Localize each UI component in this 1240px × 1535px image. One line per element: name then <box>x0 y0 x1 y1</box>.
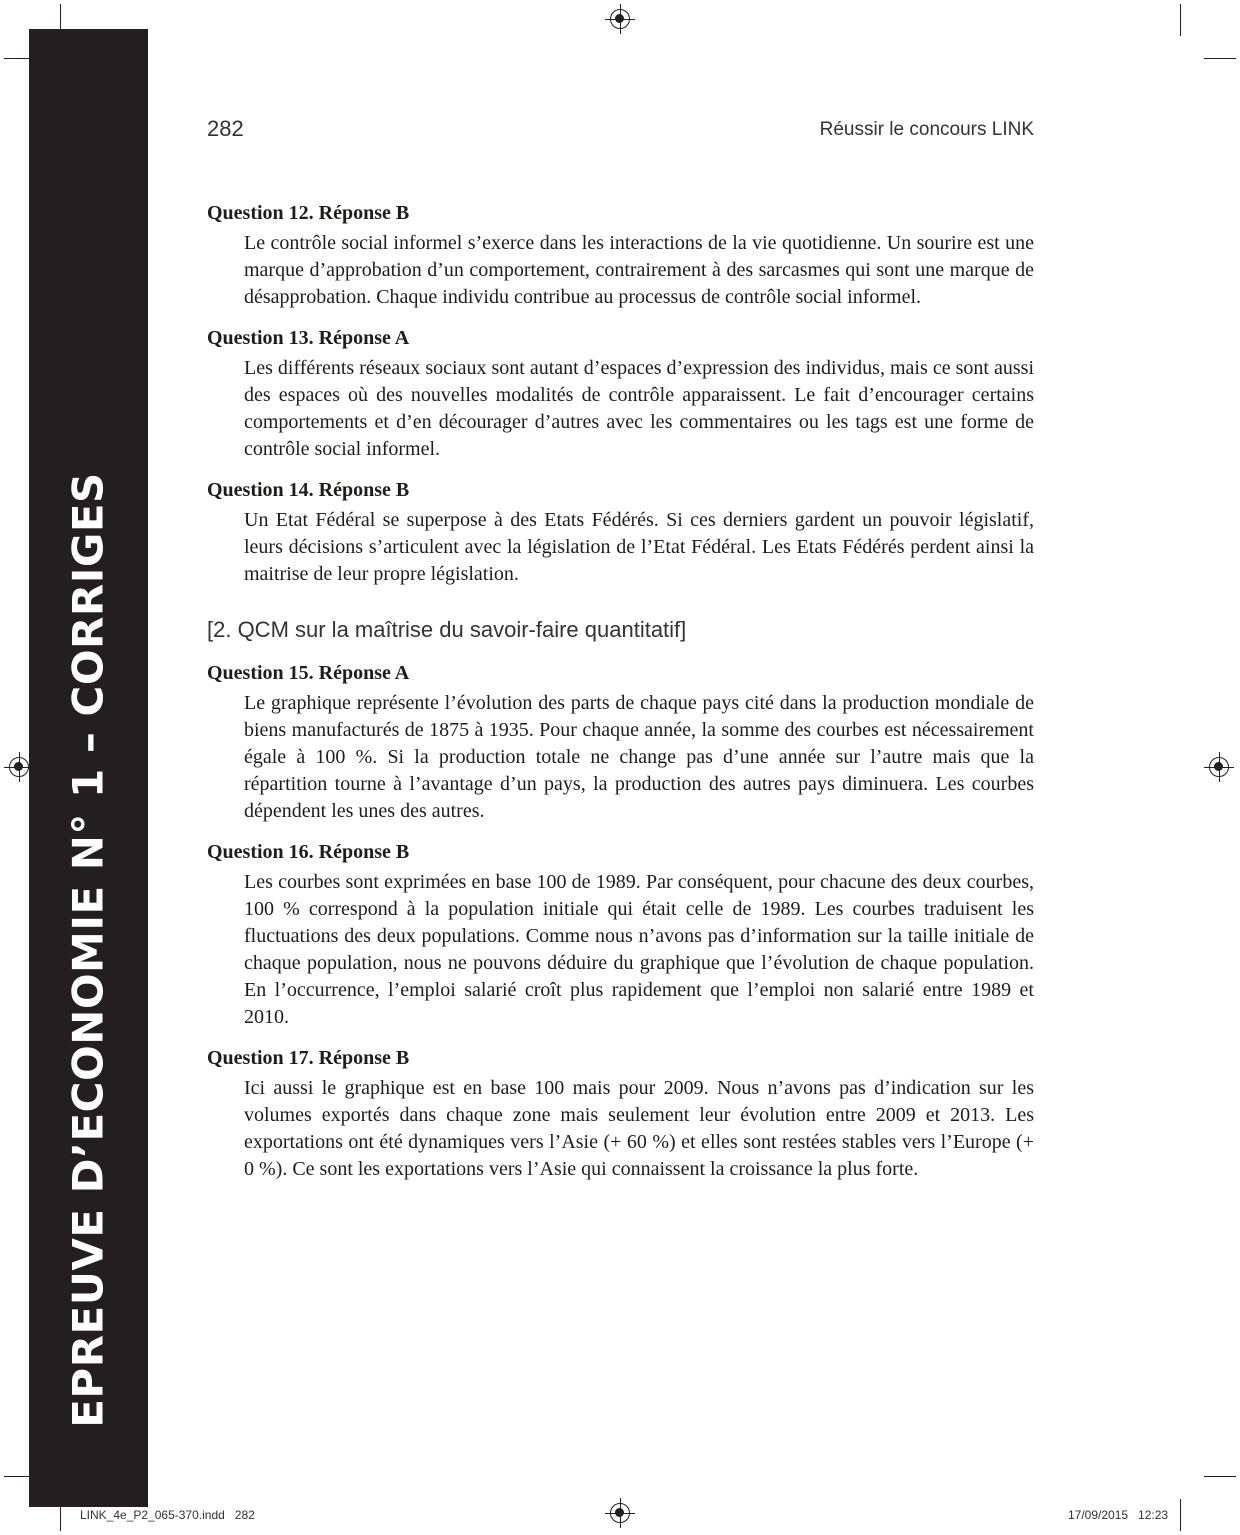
question-block <box>207 660 1034 825</box>
answer-text: Les courbes sont exprimées en base 100 de 1989. Par conséquent, pour chacune des deux courbes, 100 % correspond à la population initiale qui était celle de 1989. Les courbes traduisent les fluctuations des deux populations. Comme nous n’avons pas d’information sur la taille initiale de chaque population, nous ne pouvons déduire du graphique que l’évolution de chaque population. En l’occurrence, l’emploi salarié croît plus rapidement que l’emploi non salarié entre 1989 et 2010. <box>244 871 1034 1028</box>
page-number: 282 <box>207 116 244 141</box>
crop-mark <box>1204 1476 1236 1477</box>
question-heading: Question 13. Réponse A <box>207 327 410 349</box>
question-block <box>207 1045 1034 1183</box>
question-heading: Question 12. Réponse B <box>207 202 410 224</box>
answer-text: Un Etat Fédéral se superpose à des Etats Fédérés. Si ces derniers gardent un pouvoir législatif, leurs décisions s’articulent avec la législation de l’Etat Fédéral. Les Etats Fédérés perdent ainsi la maitrise de leur propre législation. <box>244 509 1034 585</box>
question-heading: Question 15. Réponse A <box>207 662 410 684</box>
registration-mark-icon <box>610 1503 630 1523</box>
page-content <box>207 200 1034 1197</box>
question-block <box>207 839 1034 1031</box>
answer-text: Le graphique représente l’évolution des parts de chaque pays cité dans la production mondiale de biens manufacturés de 1875 à 1935. Pour chaque année, la somme des courbes est nécessairement égale à 100 %. Si la production totale ne change pas d’une année sur l’autre mais que la répartition tourne à l’avantage d’un pays, la production des autres pays diminuera. Les courbes dépendent les unes des autres. <box>244 692 1034 822</box>
question-block <box>207 325 1034 463</box>
footer-filename: LINK_4e_P2_065-370.indd 282 <box>80 1508 255 1522</box>
chapter-title: EPREUVE D’ECONOMIE N° 1 – CORRIGES <box>63 472 113 1428</box>
crop-mark <box>1180 4 1181 36</box>
answer-text: Le contrôle social informel s’exerce dans les interactions de la vie quotidienne. Un sourire est une marque d’approbation d’un comportement, contrairement à des sarcasmes qui sont une marque de désapprobation. Chaque individu contribue au processus de contrôle social informel. <box>244 232 1034 308</box>
running-title: Réussir le concours LINK <box>819 119 1034 140</box>
registration-mark-icon <box>1209 757 1229 777</box>
section-title: [2. QCM sur la maîtrise du savoir-faire quantitatif] <box>207 617 687 642</box>
registration-mark-icon <box>9 757 29 777</box>
question-heading: Question 14. Réponse B <box>207 479 410 501</box>
registration-mark-icon <box>610 9 630 29</box>
crop-mark <box>1180 1499 1181 1531</box>
answer-text: Les différents réseaux sociaux sont autant d’espaces d’expression des individus, mais ce sont aussi des espaces où des nouvelles modalités de contrôle apparaissent. Le fait d’encourager certains comportements et d’en décourager d’autres avec les commentaires ou les tags est une forme de contrôle social informel. <box>244 357 1034 460</box>
question-heading: Question 16. Réponse B <box>207 841 410 863</box>
answer-text: Ici aussi le graphique est en base 100 mais pour 2009. Nous n’avons pas d’indication sur les volumes exportés dans chaque zone mais seulement leur évolution entre 2009 et 2013. Les exportations ont été dynamiques vers l’Asie (+ 60 %) et elles sont restées stables vers l’Europe (+ 0 %). Ce sont les exportations vers l’Asie qui connaissent la croissance la plus forte. <box>244 1077 1034 1180</box>
question-block <box>207 200 1034 311</box>
footer-date: 17/09/2015 12:23 <box>1068 1508 1169 1522</box>
crop-mark <box>1204 58 1236 59</box>
question-block <box>207 477 1034 588</box>
question-heading: Question 17. Réponse B <box>207 1047 410 1069</box>
